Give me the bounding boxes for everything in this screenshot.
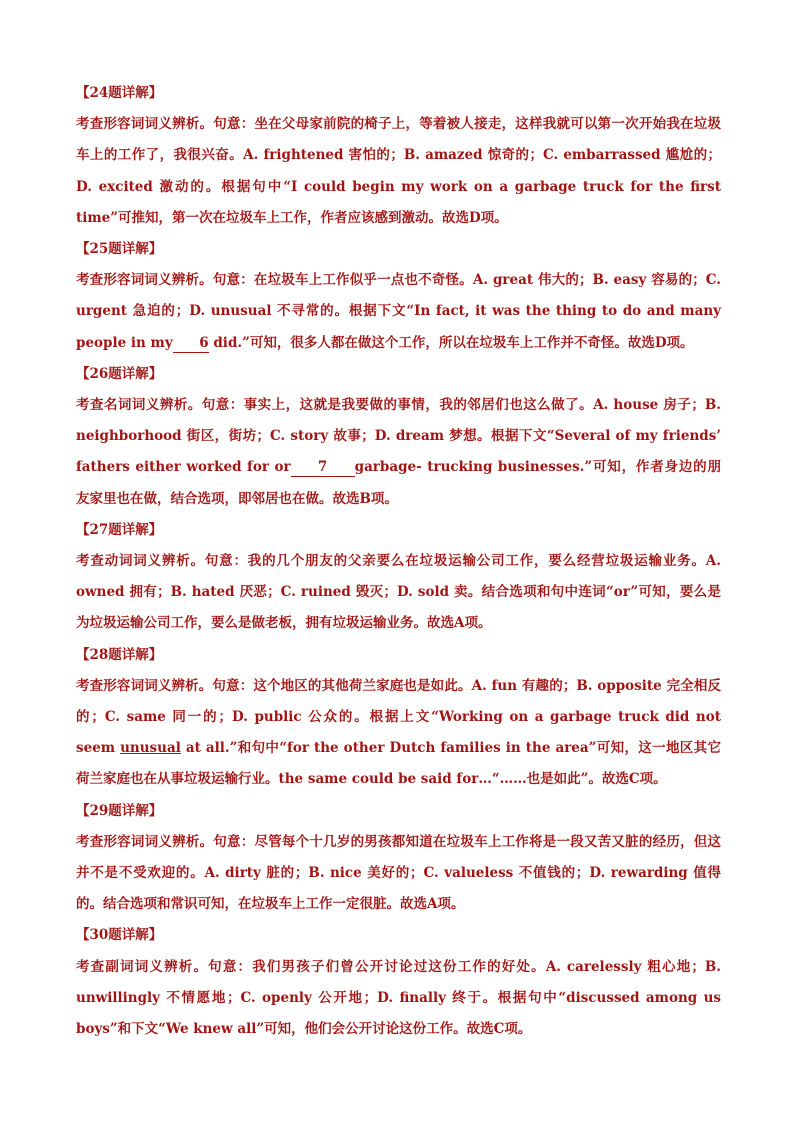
explanation-25	[76, 234, 721, 359]
section-body	[76, 390, 721, 515]
answer-explanations	[76, 78, 721, 1045]
section-heading: 【26题详解】	[76, 365, 163, 382]
body-text-before-underline: 考查形容词词义辨析。句意：这个地区的其他荷兰家庭也是如此。A. fun 有趣的；B. opposite 完全相反的；C. same 同一的；D. public 公众的。根据上文“Working on a garbage truck did not seem	[76, 677, 721, 757]
section-heading: 【24题详解】	[76, 85, 163, 101]
section-body: 考查形容词词义辨析。句意：尽管每个十几岁的男孩都知道在垃圾车上工作将是一段又苦又脏的经历，但这并不是不受欢迎的。A. dirty 脏的；B. nice 美好的；C. valueless 不值钱的；D. rewarding 值得的。结合选项和常识可知，在垃圾车上工作一定很脏。故选A项。	[76, 833, 721, 913]
body-text-after-underline: at all.”和句中“for the other Dutch families in the area”可知，这一地区其它荷兰家庭也在从事垃圾运输行业。the same could be said for…“……也是如此”。故选C项。	[76, 740, 721, 788]
underlined-word: unusual	[120, 740, 181, 757]
explanation-30	[76, 920, 721, 1045]
blank-number: 6	[173, 334, 209, 353]
section-body	[76, 265, 721, 359]
explanation-26	[76, 359, 721, 515]
explanation-29	[76, 796, 721, 921]
section-heading: 【29题详解】	[76, 802, 163, 819]
section-body	[76, 671, 721, 796]
body-text-before-blank: 考查名词词义辨析。句意：事实上，这就是我要做的事情，我的邻居们也这么做了。A. house 房子；B. neighborhood 街区，街坊；C. story 故事；D. dream 梦想。根据下文“Several of my friends’ fathers either worked for or	[76, 397, 721, 476]
body-text-after-blank: garbage- trucking businesses.”可知，作者身边的朋友家里也在做，结合选项，即邻居也在做。故选B项。	[76, 459, 722, 507]
blank-number: 7	[291, 458, 355, 477]
explanation-27	[76, 515, 721, 640]
section-heading: 【30题详解】	[76, 927, 163, 944]
body-text-before-blank: 考查形容词词义辨析。句意：在垃圾车上工作似乎一点也不奇怪。A. great 伟大的；B. easy 容易的；C. urgent 急迫的；D. unusual 不寻常的。根据下文“In fact, it was the thing to do and many people in my	[76, 272, 721, 351]
section-heading: 【27题详解】	[76, 521, 163, 538]
section-heading: 【25题详解】	[76, 241, 163, 258]
body-text-after-blank: did.”可知，很多人都在做这个工作，所以在垃圾车上工作并不奇怪。故选D项。	[208, 334, 694, 351]
section-heading: 【28题详解】	[76, 646, 163, 663]
explanation-24	[76, 78, 721, 234]
section-body: 考查动词词义辨析。句意：我的几个朋友的父亲要么在垃圾运输公司工作，要么经营垃圾运输业务。A. owned 拥有；B. hated 厌恶；C. ruined 毁灭；D. sold 卖。结合选项和句中连词“or”可知，要么是为垃圾运输公司工作，要么是做老板，拥有垃圾运输业务。故选A项。	[76, 553, 721, 632]
section-body: 考查副词词义辨析。句意：我们男孩子们曾公开讨论过这份工作的好处。A. carelessly 粗心地；B. unwillingly 不情愿地；C. openly 公开地；D. finally 终于。根据句中“discussed among us boys”和下文“We knew all”可知，他们会公开讨论这份工作。故选C项。	[76, 958, 721, 1038]
section-body: 考查形容词词义辨析。句意：坐在父母家前院的椅子上，等着被人接走，这样我就可以第一次开始我在垃圾车上的工作了，我很兴奋。A. frightened 害怕的；B. amazed 惊奇的；C. embarrassed 尴尬的；D. excited 激动的。根据句中“I could begin my work on a garbage truck for the first time”可推知，第一次在垃圾车上工作，作者应该感到激动。故选D项。	[76, 116, 721, 226]
explanation-28	[76, 640, 721, 796]
